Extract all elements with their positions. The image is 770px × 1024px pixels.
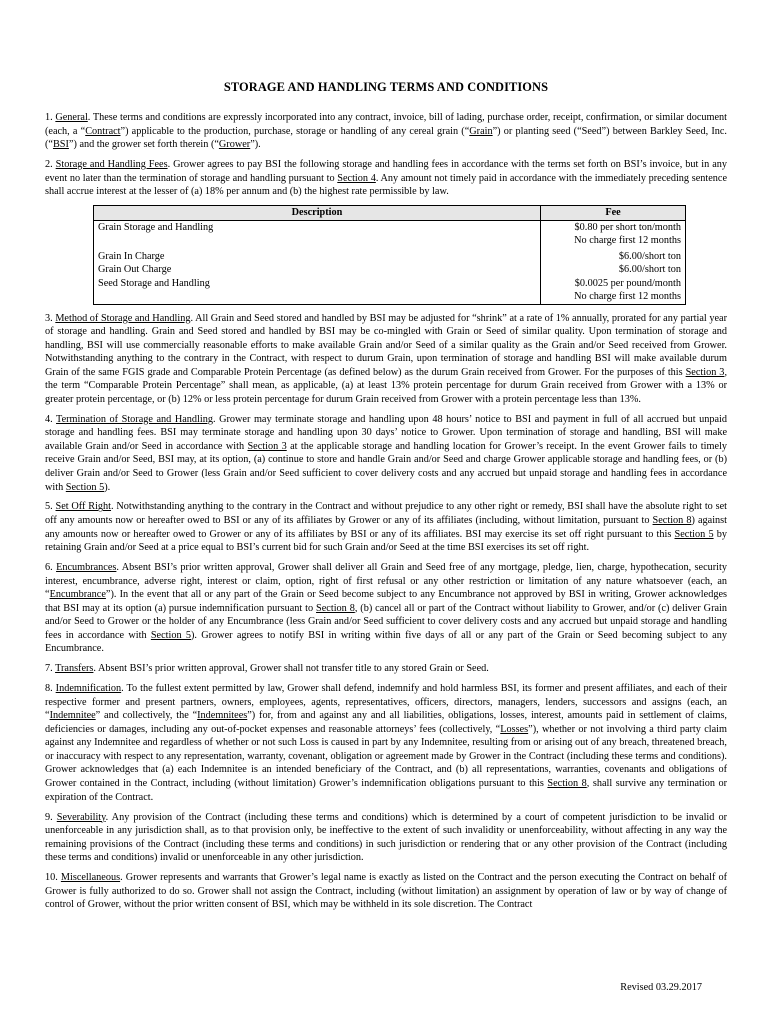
section-text: ”) applicable to the production, purchase, storage or handling of any cereal grain (“ [120, 125, 470, 137]
section-2-fees [45, 158, 727, 199]
section-7-transfers [45, 662, 727, 676]
section-text: . To the fullest extent permitted by law, Grower shall defend, indemnify and hold harmless BSI, its former and present affiliates, and each of their respective former and present partners, owners, employees, agents, representatives, officers, directors, managers, lenders, successors and assigns (each, an “ [45, 683, 727, 722]
section-8-indemnification [45, 682, 727, 804]
fee-value [541, 277, 686, 305]
section-text: ”) or planting seed (“Seed”) between Barkley Seed, Inc. (“ [45, 125, 727, 151]
section-1-general [45, 111, 727, 152]
section-reference: Section 4 [337, 172, 376, 184]
section-heading: General [55, 112, 88, 123]
section-heading: Transfers [55, 663, 94, 675]
defined-term: Indemnitees [197, 710, 248, 722]
section-heading: Miscellaneous [60, 872, 121, 884]
section-text: . Any provision of the Contract (including these terms and conditions) which is determined by a court of competent jurisdiction to be invalid or unenforceable in any jurisdiction shall, as to that provision only, be ineffective to the extent of such invalidity or unenforceability, without affecting in any way the remaining provisions of the Contract (including these terms and conditions) in such jurisdiction or rendering that or any other provision of the Contract (including these terms and conditions) invalid or unenforceable in any other jurisdiction. [45, 811, 727, 864]
section-text: ). [104, 481, 111, 493]
section-text: ) against any amounts now or hereafter owed to Grower or any of its affiliates by BSI or any of its affiliates. BSI may exercise its set off right pursuant to this [45, 515, 728, 540]
table-row [94, 220, 686, 250]
section-reference: Section 8 [652, 515, 692, 526]
section-heading: Storage and Handling Fees [55, 159, 168, 171]
section-text: . These terms and conditions are expressly incorporated into any contract, invoice, bill of lading, purchase order, receipt, confirmation, or similar document (each, a “ [45, 112, 727, 137]
section-text: ”). [250, 139, 261, 151]
section-number: 8. [45, 683, 56, 695]
defined-term: Indemnitee [49, 710, 96, 722]
section-text: . Grower may terminate storage and handling upon 48 hours’ notice to BSI and payment in full of all accrued but unpaid storage and handling fees. BSI may terminate storage and handling upon 30 days’ notice to Grower. Upon termination of storage and handling, BSI will make available Grain and/or Seed in accordance with [45, 413, 727, 452]
section-text: ”) for, from and against any and all liabilities, obligations, losses, interest, amounts paid in settlement of claims, deficiencies or damages, including any out-of-pocket expenses and reasonable attorneys’ fees (collectively, “ [45, 710, 727, 735]
section-reference: Section 3 [247, 440, 287, 452]
section-3-method [45, 312, 727, 407]
section-text: . Grower represents and warrants that Grower’s legal name is exactly as listed on the Contract and the person executing the Contract on behalf of Grower is fully authorized to do so. Grower shall not assign the Contract, including (without limitation) an assignment by operation of law or by way of change of control of Grower, without the prior written consent of BSI, which may be withheld in its sole discretion. The Contract [45, 872, 727, 911]
column-header-description: Description [94, 206, 541, 221]
section-heading: Indemnification [55, 683, 122, 695]
section-heading: Encumbrances [56, 562, 117, 574]
section-heading: Severability [56, 811, 106, 823]
section-number: 10. [45, 872, 61, 884]
section-heading: Termination of Storage and Handling [56, 413, 213, 425]
section-text: by retaining Grain and/or Seed at a price equal to BSI’s current bid for such Grain and/or Seed at the time BSI exercises its set off right. [45, 528, 728, 554]
defined-term: Losses [500, 723, 529, 735]
defined-term: Contract [85, 125, 121, 137]
fee-table-header [94, 206, 686, 221]
section-9-severability [45, 811, 727, 865]
section-text: , shall survive any termination or expiration of the Contract. [45, 778, 728, 803]
section-heading: Set Off Right [55, 501, 112, 513]
section-text: . Notwithstanding anything to the contrary in the Contract and without prejudice to any other right or remedy, BSI shall have the absolute right to set off any amounts now or hereafter owed to BSI or any of its affiliates by Grower or any of its affiliates (including, without limitation, pursuant to [45, 501, 727, 526]
section-reference: Section 3 [685, 366, 725, 378]
section-text: ). Grower agrees to notify BSI in writing within five days of all or any part of the Grain or Seed becoming subject to any Encumbrance. [45, 629, 727, 655]
table-row [94, 277, 686, 305]
fee-line: $0.80 per short ton/month [574, 221, 681, 233]
section-reference: Section 5 [674, 528, 714, 540]
section-number: 4. [45, 413, 57, 425]
section-text: . Any amount not timely paid in accordance with the immediately preceding sentence shall accrue interest at the lesser of (a) 18% per annum and (b) the highest rate permissible by law. [45, 172, 728, 198]
fee-line: $0.0025 per pound/month [574, 277, 681, 289]
section-text: . All Grain and Seed stored and handled by BSI may be adjusted for “shrink” at a rate of 1% annually, prorated for any partial year of storage and handling. Grain and Seed stored and handled by BSI may be co-mingled with Grain or Seed of similar quality. Upon termination of storage and handling, BSI will use commercially reasonable efforts to make available Grain and/or Seed of a similar quality as the Grain and/or Seed received from Grower. Notwithstanding anything to the contrary in the Contract, with respect to durum Grain, upon termination of storage and handling BSI will make available durum Grain of the same FGIS grade and Comparable Protein Percentage (as defined below) as the durum Grain received from Grower. For the purposes of this [45, 312, 728, 378]
section-reference: Section 5 [150, 629, 191, 641]
section-4-termination [45, 413, 727, 494]
section-text: ”). In the event that all or any part of the Grain or Seed become subject to any Encumbrance not approved by BSI in writing, Grower acknowledges that BSI may at its option (a) pursue indemnification pursuant to [45, 589, 727, 614]
section-text: ”) and the grower set forth therein (“ [68, 139, 219, 151]
table-row [94, 263, 686, 277]
section-heading: Method of Storage and Handling [55, 312, 191, 324]
document-body [45, 111, 727, 918]
section-10-miscellaneous [45, 871, 727, 912]
defined-term: Encumbrance [49, 589, 106, 601]
fee-value [541, 220, 686, 250]
section-number: 9. [45, 811, 57, 823]
fee-description: Grain Out Charge [94, 263, 541, 277]
section-number: 3. [45, 312, 56, 324]
section-number: 5. [45, 501, 56, 513]
fee-value: $6.00/short ton [541, 250, 686, 264]
section-6-encumbrances [45, 561, 727, 656]
defined-term: Grain [469, 125, 493, 137]
column-header-fee: Fee [541, 206, 686, 221]
defined-term: Grower [218, 139, 251, 151]
fee-description: Seed Storage and Handling [94, 277, 541, 305]
revision-date: Revised 03.29.2017 [620, 982, 702, 993]
section-text: ”), whether or not involving a third party claim against any Indemnitee and regardless of whether or not such Loss is caused in part by any Indemnitee, resulting from or arising out of any breach, threatened breach, or inaccuracy with respect to any representation, warranty, covenant, obligation or agreement made by Grower in the Contract (including these terms and conditions). Grower acknowledges that (a) each Indemnitee is an intended beneficiary of the Contract, and (b) all representations, warranties, covenants and obligations of Grower contained in the Contract, including (without limitation) Grower’s indemnification obligations pursuant to this [45, 723, 728, 790]
fee-line: No charge first 12 months [574, 291, 681, 303]
section-text: . Grower agrees to pay BSI the following storage and handling fees in accordance with the terms set forth on BSI’s invoice, but in any event no later than the termination of storage and handling pursuant to [45, 159, 728, 184]
fee-table [93, 205, 686, 305]
section-number: 1. [45, 112, 56, 123]
section-reference: Section 8 [316, 602, 355, 614]
section-number: 2. [45, 159, 56, 171]
section-text: ” and collectively, the “ [95, 710, 198, 722]
defined-term: BSI [52, 139, 69, 151]
section-text: at the applicable storage and handling location for Grower’s receipt. In the event Grower fails to timely receive Grain and/or Seed, BSI may, at its option, (a) continue to store and handle Grain and/or Seed and charge Grower applicable storage and handling fees, or (b) deliver Grain and/or Seed to Grower (less Grain and/or Seed sufficient to cover delivery costs and any accrued but unpaid storage and handling fees in accordance with [45, 440, 727, 493]
fee-line: No charge first 12 months [574, 235, 681, 247]
section-text: , (b) cancel all or part of the Contract without liability to Grower, and/or (c) deliver Grain and/or Seed to Grower or the holder of any Encumbrance (less Grain and/or Seed sufficient to cover delivery costs and any accrued but unpaid storage and handling fees in accordance with [45, 602, 728, 641]
section-reference: Section 8 [547, 778, 587, 790]
section-text: , the term “Comparable Protein Percentage” shall mean, as applicable, (a) at least 13% protein percentage for durum Grain received from Grower with a 13% or greater protein percentage, or (b) 12% or less protein percentage for durum Grain received from Grower with a protein percentage less than 13%. [45, 366, 727, 405]
document-title: STORAGE AND HANDLING TERMS AND CONDITIONS [223, 80, 549, 94]
table-row [94, 250, 686, 264]
section-reference: Section 5 [65, 481, 105, 493]
fee-description: Grain Storage and Handling [94, 220, 541, 250]
fee-value: $6.00/short ton [541, 263, 686, 277]
section-number: 6. [45, 562, 57, 574]
section-5-set-off [45, 500, 727, 554]
section-text: . Absent BSI’s prior written approval, Grower shall not transfer title to any stored Grain or Seed. [93, 663, 489, 675]
fee-description: Grain In Charge [94, 250, 541, 264]
section-text: . Absent BSI’s prior written approval, Grower shall deliver all Grain and Seed free of any mortgage, pledge, lien, charge, hypothecation, security interest, encumbrance, adverse right, interest or claim, option, right of first refusal or any other restriction or limitation of any nature whatsoever (each, an “ [45, 562, 727, 601]
section-number: 7. [45, 663, 56, 675]
